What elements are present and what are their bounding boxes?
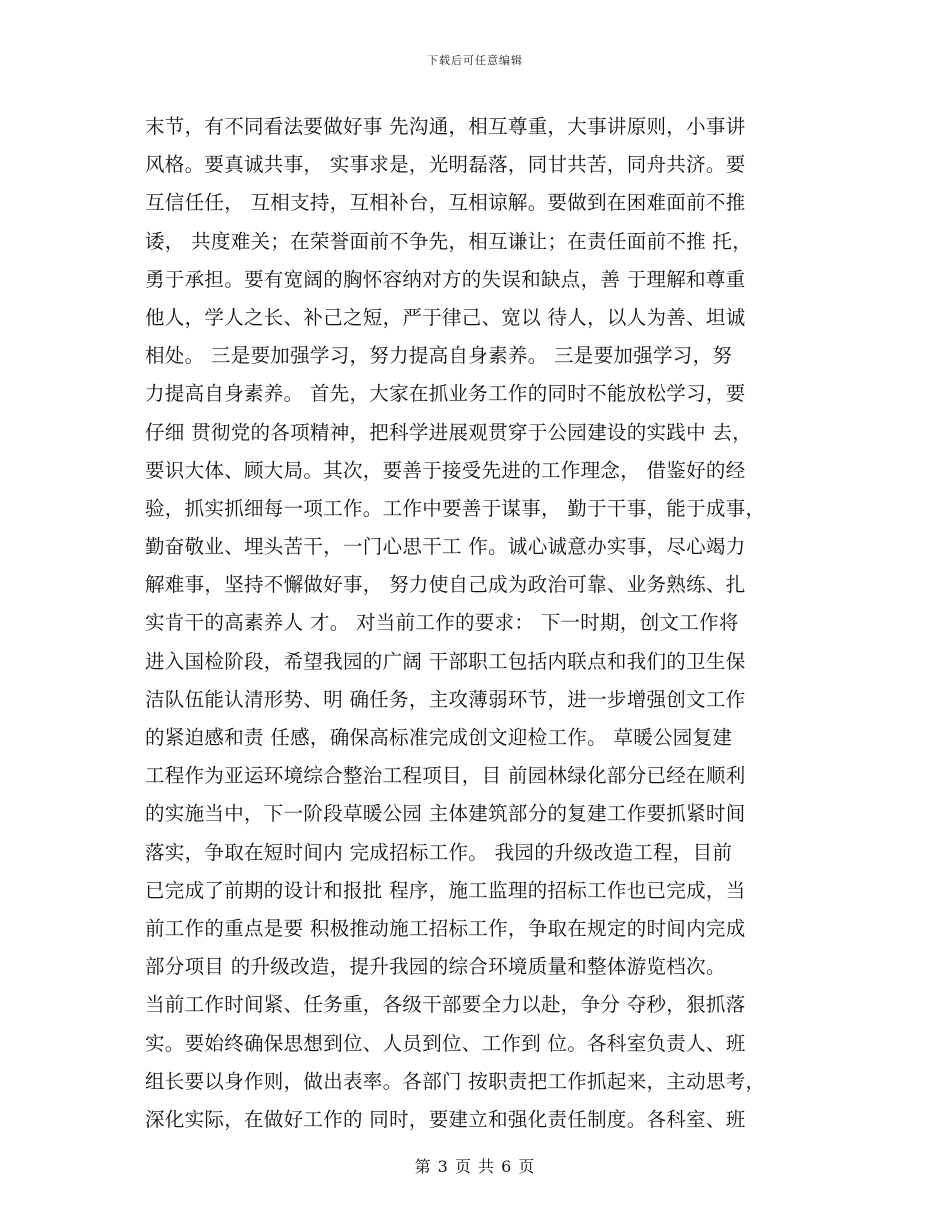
text-line: 工程作为亚运环境综合整治工程项目，目 前园林绿化部分已经在顺利 [145, 764, 746, 788]
text-line: 他人，学人之长、补己之短，严于律己、宽以 待人，以人为善、坦诚 [145, 305, 746, 329]
text-line: 勤奋敬业、埋头苦干，一门心思干工 作。诚心诚意办实事，尽心竭力 [145, 535, 746, 559]
text-line: 验，抓实抓细每一项工作。工作中要善于谋事， 勤于干事，能于成事， [145, 496, 766, 520]
document-body [145, 108, 825, 1139]
text-line: 深化实际，在做好工作的 同时，要建立和强化责任制度。各科室、班 [145, 1107, 746, 1131]
text-line: 落实，争取在短时间内 完成招标工作。 我园的升级改造工程，目前 [145, 840, 733, 864]
page-header: 下载后可任意编辑 [427, 54, 523, 67]
text-line: 末节，有不同看法要做好事 先沟通，相互尊重，大事讲原则，小事讲 [145, 115, 746, 138]
text-line: 已完成了前期的设计和报批 程序，施工监理的招标工作也已完成，当 [145, 878, 746, 902]
text-line: 组长要以身作则，做出表率。各部门 按职责把工作抓起来，主动思考， [145, 1069, 766, 1093]
text-line: 勇于承担。要有宽阔的胸怀容纳对方的失误和缺点，善 于理解和尊重 [145, 267, 746, 291]
text-line: 进入国检阶段，希望我园的广阔 干部职工包括内联点和我们的卫生保 [145, 649, 746, 673]
text-line: 的实施当中，下一阶段草暖公园 主体建筑部分的复建工作要抓紧时间 [145, 802, 746, 826]
text-line: 当前工作时间紧、任务重，各级干部要全力以赴，争分 夺秒，狠抓落 [145, 993, 746, 1017]
page-number-footer: 第 3 页 共 6 页 [414, 1157, 536, 1176]
text-line: 解难事，坚持不懈做好事， 努力使自己成为政治可靠、业务熟练、扎 [145, 573, 746, 597]
text-line: 风格。要真诚共事， 实事求是，光明磊落，同甘共苦，同舟共济。要 [145, 153, 746, 177]
text-line: 的紧迫感和责 任感，确保高标准完成创文迎检工作。 草暖公园复建 [145, 726, 733, 749]
text-line: 实肯干的高素养人 才。 对当前工作的要求： 下一时期，创文工作将 [145, 611, 739, 635]
text-line: 要识大体、顾大局。其次，要善于接受先进的工作理念， 借鉴好的经 [145, 458, 746, 482]
text-line: 前工作的重点是要 积极推动施工招标工作，争取在规定的时间内完成 [145, 916, 746, 940]
text-line: 诿， 共度难关；在荣誉面前不争先，相互谦让；在责任面前不推 托， [145, 229, 752, 253]
text-line: 互信任任， 互相支持，互相补台，互相谅解。要做到在困难面前不推 [145, 191, 746, 215]
text-line: 相处。 三是要加强学习，努力提高自身素养。 三是要加强学习，努 [145, 344, 733, 368]
text-line: 实。要始终确保思想到位、人员到位、工作到 位。各科室负责人、班 [145, 1031, 746, 1055]
text-line: 力提高自身素养。 首先，大家在抓业务工作的同时不能放松学习，要 [145, 382, 746, 406]
text-line: 仔细 贯彻党的各项精神，把科学进展观贯穿于公园建设的实践中 去， [145, 420, 752, 444]
text-line: 洁队伍能认清形势、明 确任务，主攻薄弱环节，进一步增强创文工作 [145, 687, 746, 711]
text-line: 部分项目 的升级改造，提升我园的综合环境质量和整体游览档次。 [145, 955, 726, 979]
